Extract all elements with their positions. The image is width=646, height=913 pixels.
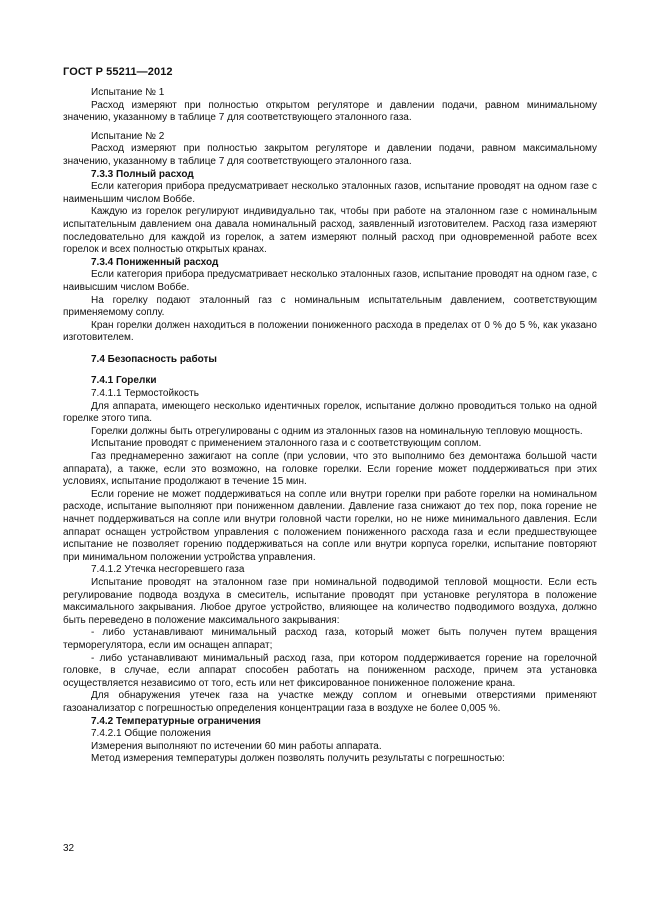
paragraph: На горелку подают эталонный газ с номинальным испытательным давлением, соответствующим применяемому соплу.: [63, 294, 597, 319]
subsection-heading-7-4-1-2: 7.4.1.2 Утечка несгоревшего газа: [91, 564, 245, 576]
paragraph: Кран горелки должен находиться в положении пониженного расхода в пределах от 0 % до 5 %, как указано изготовителем.: [63, 319, 597, 344]
section-heading-7-3-3: 7.3.3 Полный расход: [91, 168, 194, 180]
section-heading-7-4-2: 7.4.2 Температурные ограничения: [91, 715, 261, 727]
page-number: 32: [63, 843, 75, 854]
document-body: [63, 87, 597, 766]
paragraph: Метод измерения температуры должен позволять получить результаты с погрешностью:: [91, 753, 505, 765]
standard-header: ГОСТ Р 55211—2012: [63, 66, 173, 78]
paragraph: Газ преднамеренно зажигают на сопле (при условии, что это выполнимо без демонтажа большой части аппарата), а также, если это возможно, на головке горелки. Если горение может поддерживаться при этих условиях, испытание продолжают в течение 15 мин.: [63, 451, 597, 488]
paragraph: Измерения выполняют по истечении 60 мин работы аппарата.: [91, 740, 382, 752]
list-item: - либо устанавливают минимальный расход газа, который может быть получен путем вращения терморегулятора, если им оснащен аппарат;: [63, 627, 597, 651]
paragraph: Если горение не может поддерживаться на сопле или внутри горелки при работе горелки на номинальном расходе, испытание выполняют при пониженном давлении. Давление газа снижают до тех пор, пока горение не начнет поддерживаться на сопле или внутри головной части горелки, но не ниже минимального давления. Если аппарат оснащен устройством управления с положением пониженного расхода газа и если предшествующее испытание не позволяет горению поддерживаться на сопле или внутри корпуса горелки, испытание повторяют при минимальном положении устройства управления.: [63, 488, 597, 563]
paragraph: Горелки должны быть отрегулированы с одним из эталонных газов на номинальную тепловую мощность.: [91, 425, 583, 437]
list-item: - либо устанавливают минимальный расход газа, при котором поддерживается горение на горелочной головке, в случае, если аппарат способен работать на пониженном расходе, причем эта установка осуществляется независимо от того, есть или нет фиксированное пониженное положение крана.: [63, 652, 597, 689]
paragraph: Если категория прибора предусматривает несколько эталонных газов, испытание проводят на одном газе, с наивысшим числом Воббе.: [63, 269, 597, 293]
paragraph: Для обнаружения утечек газа на участке между соплом и огневыми отверстиями применяют газоанализатор с погрешностью определения концентрации газа в воздухе не более 0,005 %.: [63, 690, 597, 714]
paragraph: Если категория прибора предусматривает несколько эталонных газов, испытание проводят на одном газе с наименьшим числом Воббе.: [63, 181, 597, 205]
paragraph: Для аппарата, имеющего несколько идентичных горелок, испытание должно проводиться только на одной горелке этого типа.: [63, 400, 597, 425]
paragraph: Испытание проводят с применением эталонного газа и с соответствующим соплом.: [91, 438, 482, 450]
test-1-label: Испытание № 1: [91, 87, 165, 98]
subsection-heading-7-4-2-1: 7.4.2.1 Общие положения: [91, 728, 211, 740]
test-2-label: Испытание № 2: [91, 130, 165, 142]
paragraph: Расход измеряют при полностью закрытом регуляторе и давлении подачи, равном максимальному значению, указанному в таблице 7 для соответствующего эталонного газа.: [63, 143, 597, 167]
paragraph: Испытание проводят на эталонном газе при номинальной подводимой тепловой мощности. Если есть регулирование подвода воздуха в смеситель, испытание проводят при установке регулятора в положение максимального закрывания. Любое другое устройство, влияющее на количество подводимого воздуха, должно быть переведено в положение максимального закрывания:: [63, 576, 597, 626]
section-heading-7-4: 7.4 Безопасность работы: [91, 353, 217, 365]
paragraph: Каждую из горелок регулируют индивидуально так, чтобы при работе на эталонном газе с номинальным испытательным давлением она давала номинальный расход, заявленный изготовителем. Расход газа измеряют последовательно для каждой из горелок, а затем измеряют полный расход при одновременной работе всех горелок и всех полностью открытых кранах.: [63, 206, 597, 256]
section-heading-7-4-1: 7.4.1 Горелки: [91, 375, 157, 387]
section-heading-7-3-4: 7.3.4 Пониженный расход: [91, 256, 219, 268]
paragraph: Расход измеряют при полностью открытом регуляторе и давлении подачи, равном минимальному значению, указанному в таблице 7 для соответствующего эталонного газа.: [63, 99, 597, 124]
subsection-heading-7-4-1-1: 7.4.1.1 Термостойкость: [91, 388, 199, 400]
